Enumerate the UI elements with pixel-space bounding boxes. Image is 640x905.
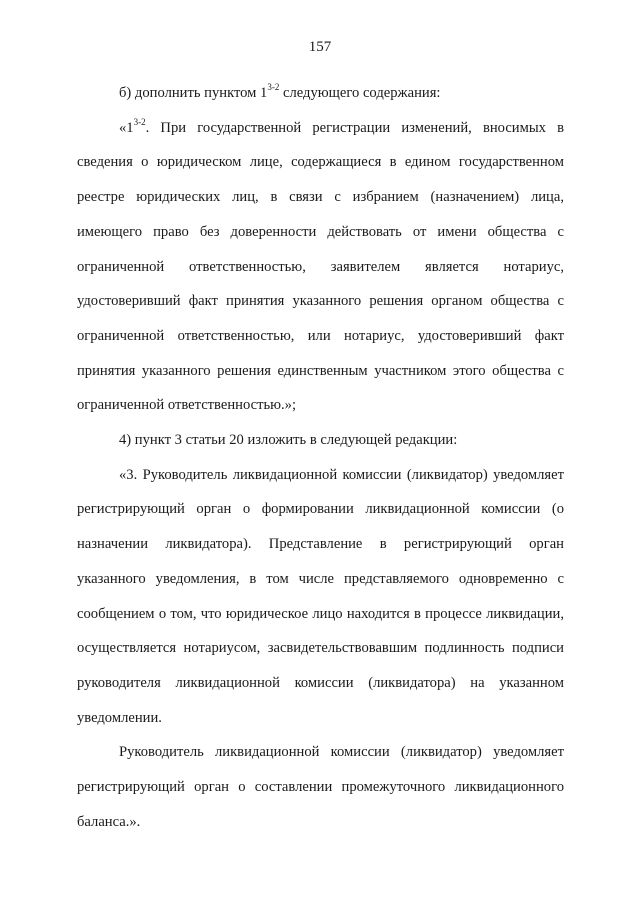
- superscript: 3-2: [133, 116, 146, 127]
- paragraph-text: «1: [119, 119, 134, 136]
- superscript: 3-2: [267, 82, 280, 93]
- page-number: 157: [308, 39, 332, 55]
- document-body: [77, 76, 564, 839]
- paragraph-item-3: «3. Руководитель ликвидационной комиссии (ликвидатор) уведомляет регистрирующий орган о формировании ликвидационной комиссии (о назначении ликвидатора). Представление в регистрирующий орган указанного уведомления, в том числе представляемого одновременно с сообщением о том, что юридическое лицо находится в процессе ликвидации, осуществляется нотариусом, засвидетельствовавшим подлинность подписи руководителя ликвидационной комиссии (ликвидатора) на указанном уведомлении.: [77, 466, 564, 726]
- paragraph-text: . При государственной регистрации изменений, вносимых в сведения о юридическом лице, содержащиеся в едином государственном реестре юридических лиц, в связи с избранием (назначением) лица, имеющего право без доверенности действовать от имени общества с ограниченной ответственностью, заявителем является нотариус, удостоверивший факт принятия указанного решения органом общества с ограниченной ответственностью, или нотариус, удостоверивший факт принятия указанного решения единственным участником этого общества с ограниченной ответственностью.»;: [77, 119, 564, 414]
- paragraph-amendment-b: [77, 76, 564, 111]
- paragraph-item-1-3-2: [77, 111, 564, 423]
- paragraph-amendment-4: 4) пункт 3 статьи 20 изложить в следующей редакции:: [119, 432, 458, 449]
- paragraph-text: б) дополнить пунктом 1: [119, 85, 268, 101]
- paragraph-liquidator: Руководитель ликвидационной комиссии (ликвидатор) уведомляет регистрирующий орган о составлении промежуточного ликвидационного баланса.».: [77, 744, 564, 830]
- paragraph-text: следующего содержания:: [279, 85, 441, 101]
